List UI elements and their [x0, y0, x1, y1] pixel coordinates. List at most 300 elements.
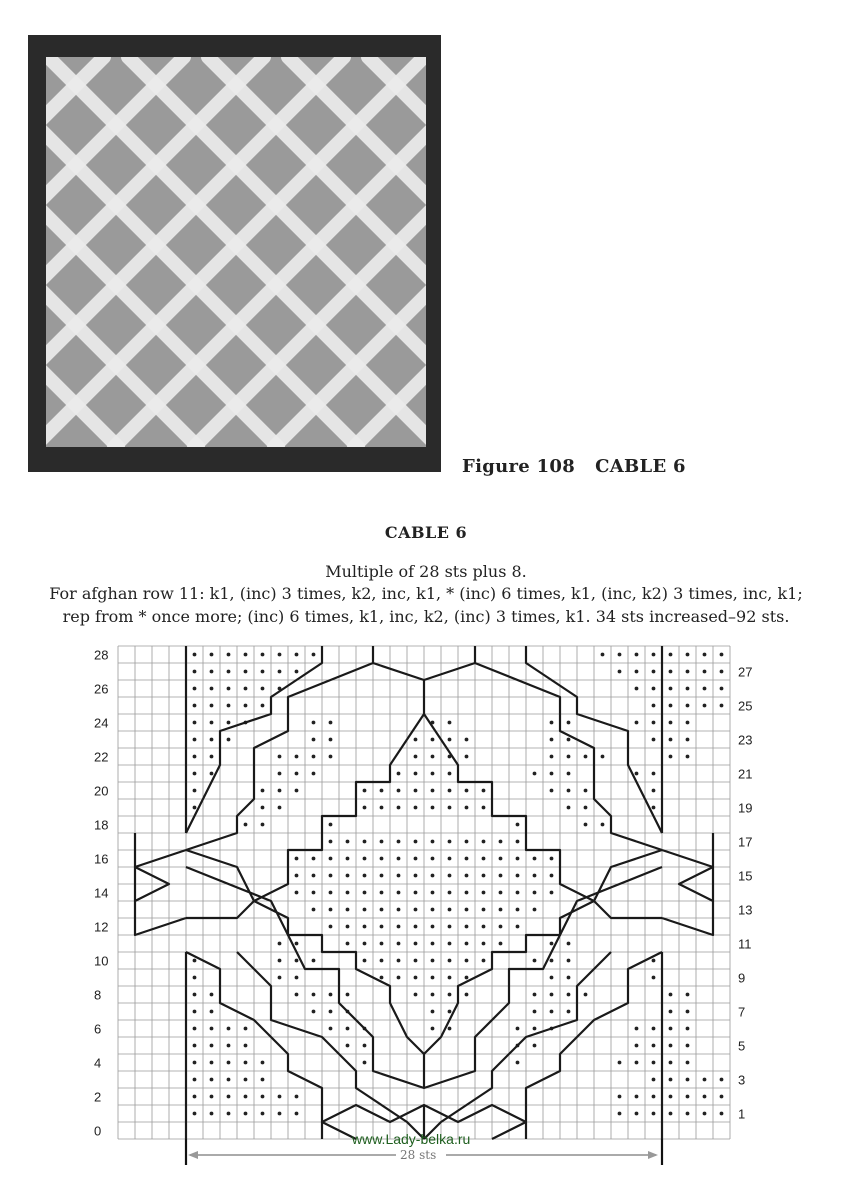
purl-dot — [652, 1095, 656, 1099]
row-label-right: 15 — [738, 868, 753, 884]
purl-dot — [448, 1010, 452, 1014]
purl-dot — [635, 772, 639, 776]
purl-dot — [380, 925, 384, 929]
purl-dot — [703, 1095, 707, 1099]
purl-dot — [210, 993, 214, 997]
purl-dot — [618, 1095, 622, 1099]
purl-dot — [482, 840, 486, 844]
purl-dot — [312, 653, 316, 657]
purl-dot — [227, 687, 231, 691]
purl-dot — [414, 755, 418, 759]
purl-dot — [295, 959, 299, 963]
purl-dot — [363, 857, 367, 861]
purl-dot — [550, 993, 554, 997]
purl-dot — [295, 857, 299, 861]
purl-dot — [448, 976, 452, 980]
purl-dot — [652, 653, 656, 657]
purl-dot — [210, 738, 214, 742]
purl-dot — [448, 772, 452, 776]
purl-dot — [448, 806, 452, 810]
pattern-multiple: Multiple of 28 sts plus 8. — [325, 562, 527, 581]
purl-dot — [312, 891, 316, 895]
purl-dot — [550, 721, 554, 725]
row-label-left: 6 — [94, 1021, 102, 1037]
purl-dot — [720, 670, 724, 674]
row-label-left: 4 — [94, 1055, 102, 1071]
purl-dot — [482, 959, 486, 963]
purl-dot — [584, 806, 588, 810]
purl-dot — [516, 891, 520, 895]
purl-dot — [482, 806, 486, 810]
knitted-swatch-photo — [28, 35, 441, 472]
purl-dot — [448, 993, 452, 997]
purl-dot — [686, 687, 690, 691]
purl-dot — [278, 942, 282, 946]
purl-dot — [193, 789, 197, 793]
purl-dot — [703, 1078, 707, 1082]
purl-dot — [244, 1044, 248, 1048]
purl-dot — [686, 1027, 690, 1031]
row-label-left: 10 — [94, 953, 109, 969]
purl-dot — [312, 857, 316, 861]
purl-dot — [193, 1112, 197, 1116]
purl-dot — [431, 1027, 435, 1031]
purl-dot — [295, 670, 299, 674]
purl-dot — [244, 1112, 248, 1116]
purl-dot — [567, 959, 571, 963]
purl-dot — [669, 1112, 673, 1116]
purl-dot — [652, 959, 656, 963]
purl-dot — [329, 840, 333, 844]
purl-dot — [652, 1078, 656, 1082]
row-label-left: 26 — [94, 681, 109, 697]
purl-dot — [482, 925, 486, 929]
purl-dot — [278, 976, 282, 980]
purl-dot — [380, 976, 384, 980]
purl-dot — [584, 789, 588, 793]
repeat-indicator — [188, 1148, 658, 1162]
purl-dot — [448, 959, 452, 963]
purl-dot — [227, 1112, 231, 1116]
purl-dot — [482, 891, 486, 895]
purl-dot — [261, 806, 265, 810]
purl-dot — [720, 704, 724, 708]
purl-dot — [533, 959, 537, 963]
purl-dot — [193, 1044, 197, 1048]
purl-dot — [380, 806, 384, 810]
purl-dot — [618, 670, 622, 674]
purl-dot — [363, 959, 367, 963]
purl-dot — [550, 857, 554, 861]
purl-dot — [431, 942, 435, 946]
repeat-label: 28 sts — [400, 1148, 437, 1162]
purl-dot — [652, 806, 656, 810]
purl-dot — [533, 772, 537, 776]
purl-dot — [448, 840, 452, 844]
purl-dot — [448, 891, 452, 895]
purl-dot — [465, 857, 469, 861]
purl-dot — [550, 789, 554, 793]
purl-dot — [669, 1010, 673, 1014]
purl-dot — [567, 976, 571, 980]
purl-dot — [431, 789, 435, 793]
purl-dot — [465, 959, 469, 963]
purl-dot — [652, 670, 656, 674]
purl-dot — [312, 772, 316, 776]
purl-dot — [652, 772, 656, 776]
purl-dot — [261, 789, 265, 793]
purl-dot — [295, 993, 299, 997]
purl-dot — [584, 993, 588, 997]
purl-dot — [499, 840, 503, 844]
row-label-left: 20 — [94, 783, 109, 799]
purl-dot — [465, 755, 469, 759]
purl-dot — [635, 653, 639, 657]
row-label-left: 8 — [94, 987, 102, 1003]
purl-dot — [295, 942, 299, 946]
purl-dot — [669, 755, 673, 759]
purl-dot — [465, 806, 469, 810]
purl-dot — [414, 942, 418, 946]
purl-dot — [227, 653, 231, 657]
purl-dot — [414, 874, 418, 878]
purl-dot — [686, 1010, 690, 1014]
purl-dot — [329, 874, 333, 878]
row-label-left: 16 — [94, 851, 109, 867]
purl-dot — [618, 653, 622, 657]
purl-dot — [686, 738, 690, 742]
purl-dot — [193, 687, 197, 691]
purl-dot — [397, 840, 401, 844]
purl-dot — [669, 1095, 673, 1099]
purl-dot — [686, 1095, 690, 1099]
purl-dot — [635, 1061, 639, 1065]
purl-dot — [414, 976, 418, 980]
row-label-right: 1 — [738, 1106, 746, 1122]
purl-dot — [686, 755, 690, 759]
purl-dot — [193, 772, 197, 776]
purl-dot — [346, 891, 350, 895]
purl-dot — [346, 993, 350, 997]
purl-dot — [431, 891, 435, 895]
purl-dot — [380, 857, 384, 861]
row-label-right: 19 — [738, 800, 753, 816]
purl-dot — [346, 1044, 350, 1048]
purl-dot — [193, 755, 197, 759]
cable-line — [424, 952, 611, 1139]
purl-dot — [414, 993, 418, 997]
purl-dot — [210, 772, 214, 776]
purl-dot — [465, 891, 469, 895]
purl-dot — [465, 976, 469, 980]
purl-dot — [499, 942, 503, 946]
purl-dot — [244, 823, 248, 827]
purl-dot — [329, 857, 333, 861]
purl-dot — [482, 874, 486, 878]
purl-dot — [669, 687, 673, 691]
purl-dot — [244, 704, 248, 708]
purl-dot — [397, 925, 401, 929]
purl-dot — [346, 1027, 350, 1031]
cable-line — [424, 663, 475, 680]
purl-dot — [278, 959, 282, 963]
purl-dot — [312, 721, 316, 725]
row-label-right: 25 — [738, 698, 753, 714]
purl-dot — [601, 755, 605, 759]
purl-dot — [533, 857, 537, 861]
purl-dot — [210, 653, 214, 657]
purl-dot — [329, 993, 333, 997]
purl-dot — [227, 1095, 231, 1099]
row-label-right: 21 — [738, 766, 753, 782]
purl-dot — [703, 653, 707, 657]
purl-dot — [261, 1112, 265, 1116]
purl-dot — [499, 874, 503, 878]
purl-dot — [261, 1061, 265, 1065]
purl-dot — [210, 687, 214, 691]
purl-dot — [499, 891, 503, 895]
purl-dot — [244, 1078, 248, 1082]
purl-dot — [550, 1010, 554, 1014]
purl-dot — [567, 755, 571, 759]
purl-dot — [295, 976, 299, 980]
purl-dot — [533, 993, 537, 997]
purl-dot — [652, 1044, 656, 1048]
purl-dot — [720, 687, 724, 691]
purl-dot — [533, 891, 537, 895]
purl-dot — [244, 687, 248, 691]
purl-dot — [652, 1027, 656, 1031]
purl-dot — [193, 721, 197, 725]
purl-dot — [516, 1027, 520, 1031]
purl-dot — [567, 806, 571, 810]
purl-dot — [193, 1061, 197, 1065]
purl-dot — [295, 1112, 299, 1116]
purl-dot — [244, 1061, 248, 1065]
purl-dot — [414, 789, 418, 793]
purl-dot — [363, 942, 367, 946]
purl-dot — [567, 1010, 571, 1014]
pattern-instructions-line-1: For afghan row 11: k1, (inc) 3 times, k2, inc, k1, * (inc) 6 times, k1, (inc, k2) 3 times, inc, k1; — [49, 584, 803, 603]
purl-dot — [363, 840, 367, 844]
row-label-left: 24 — [94, 715, 109, 731]
purl-dot — [448, 789, 452, 793]
purl-dot — [720, 1112, 724, 1116]
purl-dot — [193, 806, 197, 810]
purl-dot — [278, 1095, 282, 1099]
purl-dot — [261, 1078, 265, 1082]
purl-dot — [397, 857, 401, 861]
purl-dot — [669, 670, 673, 674]
purl-dot — [635, 687, 639, 691]
purl-dot — [363, 806, 367, 810]
purl-dot — [363, 1044, 367, 1048]
purl-dot — [210, 1078, 214, 1082]
purl-dot — [431, 806, 435, 810]
purl-dot — [193, 1078, 197, 1082]
purl-dot — [652, 738, 656, 742]
purl-dot — [295, 789, 299, 793]
purl-dot — [346, 942, 350, 946]
purl-dot — [669, 1044, 673, 1048]
purl-dot — [533, 908, 537, 912]
purl-dot — [431, 738, 435, 742]
purl-dot — [652, 789, 656, 793]
row-label-left: 2 — [94, 1089, 102, 1105]
purl-dot — [346, 925, 350, 929]
purl-dot — [227, 1044, 231, 1048]
purl-dot — [516, 857, 520, 861]
purl-dot — [414, 891, 418, 895]
purl-dot — [499, 857, 503, 861]
purl-dot — [669, 993, 673, 997]
purl-dot — [193, 1095, 197, 1099]
purl-dot — [363, 874, 367, 878]
pattern-instructions-line-2: rep from * once more; (inc) 6 times, k1, inc, k2, (inc) 3 times, k1. 34 sts increased–92 sts. — [62, 607, 790, 626]
purl-dot — [312, 993, 316, 997]
purl-dot — [550, 874, 554, 878]
purl-dot — [448, 857, 452, 861]
figure-caption — [462, 456, 686, 477]
purl-dot — [227, 670, 231, 674]
purl-dot — [448, 1027, 452, 1031]
purl-dot — [550, 976, 554, 980]
purl-dot — [346, 908, 350, 912]
purl-dot — [261, 653, 265, 657]
purl-dot — [329, 925, 333, 929]
purl-dot — [363, 789, 367, 793]
purl-dot — [261, 670, 265, 674]
purl-dot — [380, 942, 384, 946]
purl-dot — [550, 959, 554, 963]
purl-dot — [261, 704, 265, 708]
purl-dot — [567, 942, 571, 946]
purl-dot — [329, 755, 333, 759]
purl-dot — [516, 1061, 520, 1065]
purl-dot — [414, 772, 418, 776]
purl-dot — [720, 653, 724, 657]
purl-dot — [397, 976, 401, 980]
purl-dot — [312, 959, 316, 963]
purl-dot — [414, 840, 418, 844]
purl-dot — [244, 653, 248, 657]
purl-dot — [669, 738, 673, 742]
purl-dot — [482, 942, 486, 946]
purl-dot — [465, 738, 469, 742]
arrowhead-left-icon — [188, 1151, 198, 1159]
purl-dot — [397, 806, 401, 810]
purl-dot — [210, 1044, 214, 1048]
purl-dot — [686, 993, 690, 997]
purl-dot — [397, 789, 401, 793]
purl-dot — [278, 806, 282, 810]
row-label-right: 9 — [738, 970, 746, 986]
purl-dot — [652, 1061, 656, 1065]
purl-dot — [635, 721, 639, 725]
purl-dot — [448, 721, 452, 725]
purl-dot — [448, 908, 452, 912]
purl-dot — [465, 874, 469, 878]
purl-dot — [261, 823, 265, 827]
purl-dot — [431, 993, 435, 997]
purl-dot — [295, 874, 299, 878]
purl-dot — [380, 789, 384, 793]
purl-dot — [618, 1112, 622, 1116]
purl-dot — [635, 1112, 639, 1116]
purl-dot — [261, 1095, 265, 1099]
purl-dot — [635, 1095, 639, 1099]
purl-dot — [465, 840, 469, 844]
purl-dot — [567, 789, 571, 793]
purl-dot — [278, 670, 282, 674]
purl-dot — [448, 874, 452, 878]
row-label-right: 13 — [738, 902, 753, 918]
purl-dot — [363, 1061, 367, 1065]
purl-dot — [567, 738, 571, 742]
purl-dot — [397, 908, 401, 912]
purl-dot — [652, 721, 656, 725]
purl-dot — [295, 1095, 299, 1099]
purl-dot — [397, 959, 401, 963]
purl-dot — [720, 1078, 724, 1082]
purl-dot — [414, 806, 418, 810]
purl-dot — [465, 942, 469, 946]
purl-dot — [516, 874, 520, 878]
purl-dot — [516, 925, 520, 929]
purl-dot — [567, 772, 571, 776]
purl-dot — [516, 840, 520, 844]
purl-dot — [669, 704, 673, 708]
purl-dot — [397, 772, 401, 776]
purl-dot — [703, 704, 707, 708]
purl-dot — [244, 1095, 248, 1099]
purl-dot — [312, 755, 316, 759]
purl-dot — [431, 874, 435, 878]
purl-dot — [363, 908, 367, 912]
purl-dot — [210, 704, 214, 708]
purl-dot — [397, 942, 401, 946]
purl-dot — [295, 772, 299, 776]
purl-dot — [584, 823, 588, 827]
purl-dot — [414, 925, 418, 929]
purl-dot — [669, 1027, 673, 1031]
purl-dot — [227, 704, 231, 708]
purl-dot — [533, 1027, 537, 1031]
purl-dot — [278, 1112, 282, 1116]
row-label-right: 17 — [738, 834, 753, 850]
purl-dot — [431, 908, 435, 912]
row-label-right: 3 — [738, 1072, 746, 1088]
purl-dot — [482, 789, 486, 793]
purl-dot — [210, 1112, 214, 1116]
purl-dot — [550, 755, 554, 759]
purl-dot — [465, 993, 469, 997]
purl-dot — [329, 823, 333, 827]
purl-dot — [703, 687, 707, 691]
purl-dot — [380, 840, 384, 844]
purl-dot — [397, 891, 401, 895]
row-label-right: 27 — [738, 664, 753, 680]
arrowhead-right-icon — [648, 1151, 658, 1159]
figure-number: Figure 108 — [462, 456, 576, 477]
purl-dot — [686, 670, 690, 674]
row-label-left: 18 — [94, 817, 109, 833]
purl-dot — [635, 1044, 639, 1048]
purl-dot — [448, 738, 452, 742]
purl-dot — [686, 653, 690, 657]
purl-dot — [618, 1061, 622, 1065]
purl-dot — [550, 942, 554, 946]
